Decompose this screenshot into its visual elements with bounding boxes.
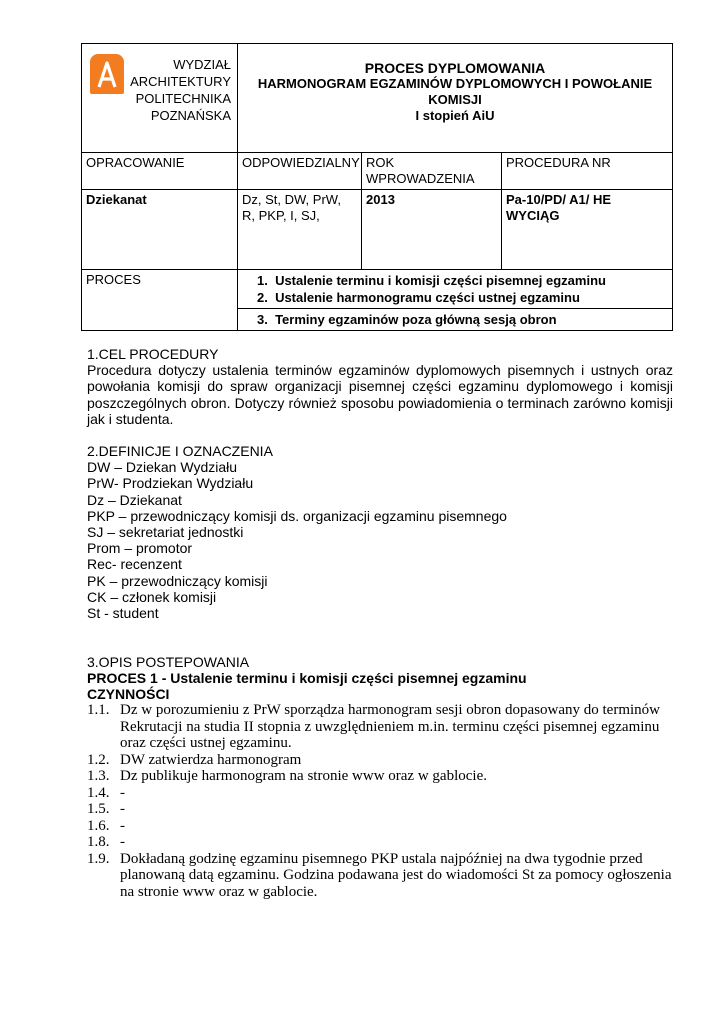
step-number: 1.4. <box>87 784 110 801</box>
doc-subtitle: KOMISJI <box>428 92 482 107</box>
doc-subtitle: I stopień AiU <box>415 108 495 123</box>
col-label-opracowanie: OPRACOWANIE <box>82 153 238 190</box>
step-text: DW zatwierdza harmonogram <box>120 751 302 768</box>
proces-label: PROCES <box>82 270 238 331</box>
header-table <box>81 43 673 331</box>
proces-item: 1. Ustalenie terminu i komisji części pisemnej egzaminu <box>257 273 606 288</box>
definition-item: CK – członek komisji <box>87 588 217 605</box>
step-number: 1.9. <box>87 850 110 867</box>
step-text: Dz w porozumieniu z PrW sporządza harmonogram sesji obron dopasowany do terminów Rekrutacji na studia II stopnia z uwzględnieniem m.in. terminu części pisemnej egzaminu oraz części ustnej egzaminu. <box>120 702 661 751</box>
step-number: 1.8. <box>87 834 110 850</box>
value-rok: 2013 <box>362 190 502 270</box>
step-item <box>87 851 673 901</box>
definition-item: SJ – sekretariat jednostki <box>87 524 244 541</box>
faculty-line: WYDZIAŁ <box>173 57 231 72</box>
step-item <box>87 702 673 752</box>
faculty-line: POZNAŃSKA <box>150 108 231 123</box>
definition-item: St - student <box>87 605 159 622</box>
value-procedura: Pa-10/PD/ A1/ HE WYCIĄG <box>502 190 673 270</box>
faculty-line: ARCHITEKTURY <box>130 74 231 89</box>
steps-list <box>87 702 673 900</box>
faculty-line: POLITECHNIKA <box>135 91 231 106</box>
logo-cell <box>82 44 238 153</box>
section-heading: 3.OPIS POSTEPOWANIA <box>87 654 250 670</box>
step-number: 1.5. <box>87 801 110 817</box>
value-odpowiedzialny: Dz, St, DW, PrW, R, PKP, I, SJ, <box>238 190 362 270</box>
definition-item: PKP – przewodniczący komisji ds. organizacji egzaminu pisemnego <box>87 507 507 524</box>
step-item <box>87 801 673 818</box>
activities-label: CZYNNOŚCI <box>87 686 170 703</box>
proces-item: 3. Terminy egzaminów poza główną sesją obron <box>257 312 557 327</box>
step-item <box>87 834 673 851</box>
col-label-procedura: PROCEDURA NR <box>502 153 673 190</box>
definition-item: PK – przewodniczący komisji <box>87 572 268 589</box>
definition-item: Rec- recenzent <box>87 556 182 573</box>
process-title: PROCES 1 - Ustalenie terminu i komisji części pisemnej egzaminu <box>87 670 527 687</box>
step-number: 1.6. <box>87 817 110 834</box>
faculty-name <box>130 56 231 124</box>
step-number: 1.1. <box>87 702 110 718</box>
section-opis <box>87 654 673 703</box>
step-item <box>87 768 673 785</box>
step-number: 1.3. <box>87 768 110 784</box>
proces-item-cell <box>238 309 673 331</box>
proces-item: 2. Ustalenie harmonogramu części ustnej egzaminu <box>257 290 580 305</box>
definition-item: PrW- Prodziekan Wydziału <box>87 475 254 492</box>
section-definicje <box>87 443 673 621</box>
faculty-logo-icon <box>90 54 124 94</box>
doc-title: PROCES DYPLOMOWANIA <box>364 60 546 76</box>
section-text: Procedura dotyczy ustalenia terminów egzaminów dyplomowych pisemnych i ustnych oraz powołania komisji do spraw organizacji pisemnej części egzaminu dyplomowego i komisji poszczególnych obron. Dotyczy również sposobu powiadomienia o terminach zarówno komisji jak i studenta. <box>87 362 673 427</box>
step-text: - <box>120 801 125 817</box>
step-item <box>87 818 673 835</box>
step-text: - <box>120 817 125 834</box>
value-opracowanie: Dziekanat <box>82 190 238 270</box>
title-cell <box>238 44 673 153</box>
step-item <box>87 752 673 769</box>
step-text: Dokładaną godzinę egzaminu pisemnego PKP ustala najpóźniej na dwa tygodnie przed planowaną datą egzaminu. Godzina podawana jest do wiadomości St za pomocy ogłoszenia na stronie www oraz w gablocie. <box>120 850 672 900</box>
proces-items <box>238 270 673 309</box>
definition-item: Prom – promotor <box>87 540 193 557</box>
col-label-odpowiedzialny: ODPOWIEDZIALNY <box>238 153 362 190</box>
doc-subtitle: HARMONOGRAM EGZAMINÓW DYPLOMOWYCH I POWOŁANIE <box>257 76 653 91</box>
definition-item: DW – Dziekan Wydziału <box>87 459 238 476</box>
step-number: 1.2. <box>87 751 110 768</box>
step-text: - <box>120 834 125 850</box>
step-text: Dz publikuje harmonogram na stronie www oraz w gablocie. <box>120 768 487 784</box>
section-cel <box>87 346 673 427</box>
col-label-rok: ROK WPROWADZENIA <box>362 153 502 190</box>
section-heading: 1.CEL PROCEDURY <box>87 346 219 362</box>
definition-item: Dz – Dziekanat <box>87 491 182 508</box>
step-text: - <box>120 784 125 801</box>
step-item <box>87 785 673 802</box>
section-heading: 2.DEFINICJE I OZNACZENIA <box>87 443 273 459</box>
